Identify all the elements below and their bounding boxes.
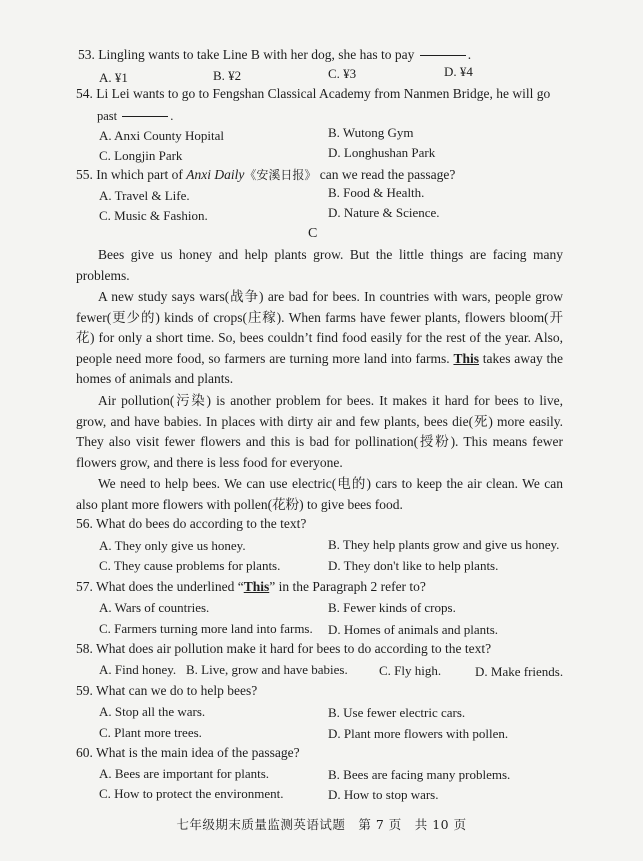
- passage-paragraph-1: Bees give us honey and help plants grow. But the little things are facing many problems.: [76, 247, 563, 283]
- option-57-a: A. Wars of countries.: [99, 600, 210, 615]
- question-stem: In which part of: [96, 167, 183, 182]
- question-57: [76, 579, 426, 595]
- question-number: 55.: [76, 167, 93, 182]
- question-stem-end: ” in the Paragraph 2 refer to?: [269, 579, 426, 594]
- question-56: [76, 516, 306, 532]
- option-60-b: B. Bees are facing many problems.: [328, 767, 511, 782]
- question-stem-end: can we read the passage?: [319, 167, 456, 182]
- paragraph-text: takes away the homes of animals and plants.: [76, 350, 564, 387]
- question-stem: What do bees do according to the text?: [96, 516, 307, 531]
- question-number: 60.: [76, 745, 93, 760]
- underlined-word: This: [243, 579, 270, 594]
- option-57-b: B. Fewer kinds of crops.: [328, 600, 456, 615]
- question-53: [78, 47, 471, 63]
- option-58-b: B. Live, grow and have babies.: [186, 662, 348, 677]
- question-stem: What can we do to help bees?: [96, 683, 258, 698]
- question-stem: What does the underlined “: [96, 579, 244, 594]
- paragraph-text: A new study says wars(战争) are bad for bees. In countries with wars, people grow fewer(更少的) kinds of crops(庄稼). When farms have fewer plants, flowers bloom(开花) for only a short time. So, bees couldn’t find food easily for the rest of the year. Also, people need more food, so farmers are turning more land into farms.: [76, 289, 563, 366]
- question-number: 54.: [76, 86, 93, 101]
- passage-paragraph-4: We need to help bees. We can use electric(电的) cars to keep the air clean. We can also plant more flowers with pollen(花粉) to give bees food.: [76, 476, 563, 512]
- option-56-a: A. They only give us honey.: [99, 538, 246, 553]
- question-stem-end: .: [467, 47, 472, 62]
- answer-blank: [122, 116, 168, 117]
- option-55-b: B. Food & Health.: [328, 185, 425, 200]
- option-60-c: C. How to protect the environment.: [99, 786, 284, 801]
- option-54-b: B. Wutong Gym: [328, 125, 414, 140]
- option-53-c: C. ¥3: [328, 66, 357, 81]
- option-53-a: A. ¥1: [99, 70, 128, 85]
- option-56-b: B. They help plants grow and give us honey.: [328, 537, 560, 552]
- question-number: 59.: [76, 683, 93, 698]
- question-number: 58.: [76, 641, 93, 656]
- option-55-d: D. Nature & Science.: [328, 205, 440, 220]
- question-58: [76, 641, 491, 657]
- question-number: 53.: [78, 47, 95, 62]
- question-60: [76, 745, 300, 761]
- answer-blank: [420, 55, 466, 56]
- newspaper-title-cn: 《安溪日报》: [244, 168, 317, 182]
- question-stem: What does air pollution make it hard for bees to do according to the text?: [96, 641, 492, 656]
- option-58-d: D. Make friends.: [475, 664, 564, 679]
- question-54-line2: [97, 109, 173, 124]
- option-54-d: D. Longhushan Park: [328, 145, 436, 160]
- option-59-c: C. Plant more trees.: [99, 725, 202, 740]
- option-55-a: A. Travel & Life.: [99, 188, 190, 203]
- option-57-c: C. Farmers turning more land into farms.: [99, 621, 313, 636]
- option-56-d: D. They don't like to help plants.: [328, 558, 499, 573]
- underlined-word: This: [453, 350, 479, 366]
- question-stem: past: [97, 109, 118, 123]
- question-55: [76, 166, 455, 183]
- option-54-c: C. Longjin Park: [99, 148, 183, 163]
- option-55-c: C. Music & Fashion.: [99, 208, 208, 223]
- option-59-b: B. Use fewer electric cars.: [328, 705, 466, 720]
- option-54-a: A. Anxi County Hopital: [99, 128, 224, 143]
- passage-paragraph-3: Air pollution(污染) is another problem for bees. It makes it hard for bees to live, grow, and have babies. In places with dirty air and few plants, bees die(死) more easily. They also visit fewer flowers and this is bad for pollination(授粉). This means fewer flowers grow, and there is less food for everyone.: [76, 393, 563, 470]
- question-number: 57.: [76, 579, 93, 594]
- question-59: [76, 683, 257, 699]
- newspaper-title: Anxi Daily: [186, 167, 245, 182]
- section-label: C: [308, 226, 318, 241]
- question-stem: Li Lei wants to go to Fengshan Classical Academy from Nanmen Bridge, he will go: [96, 86, 551, 101]
- passage-paragraph-2: [76, 287, 563, 390]
- option-56-c: C. They cause problems for plants.: [99, 558, 281, 573]
- option-60-d: D. How to stop wars.: [328, 787, 439, 802]
- option-58-c: C. Fly high.: [379, 663, 442, 678]
- option-57-d: D. Homes of animals and plants.: [328, 622, 499, 637]
- option-59-d: D. Plant more flowers with pollen.: [328, 726, 509, 741]
- option-58-a: A. Find honey.: [99, 662, 177, 677]
- question-stem: What is the main idea of the passage?: [96, 745, 300, 760]
- option-60-a: A. Bees are important for plants.: [99, 766, 270, 781]
- question-number: 56.: [76, 516, 93, 531]
- option-53-b: B. ¥2: [213, 68, 242, 83]
- question-stem: Lingling wants to take Line B with her dog, she has to pay: [98, 47, 415, 62]
- question-stem-end: .: [170, 109, 174, 123]
- page-footer: 七年级期末质量监测英语试题 第 7 页 共 10 页: [176, 817, 467, 832]
- question-54: [76, 86, 550, 102]
- option-53-d: D. ¥4: [444, 64, 473, 79]
- option-59-a: A. Stop all the wars.: [99, 704, 206, 719]
